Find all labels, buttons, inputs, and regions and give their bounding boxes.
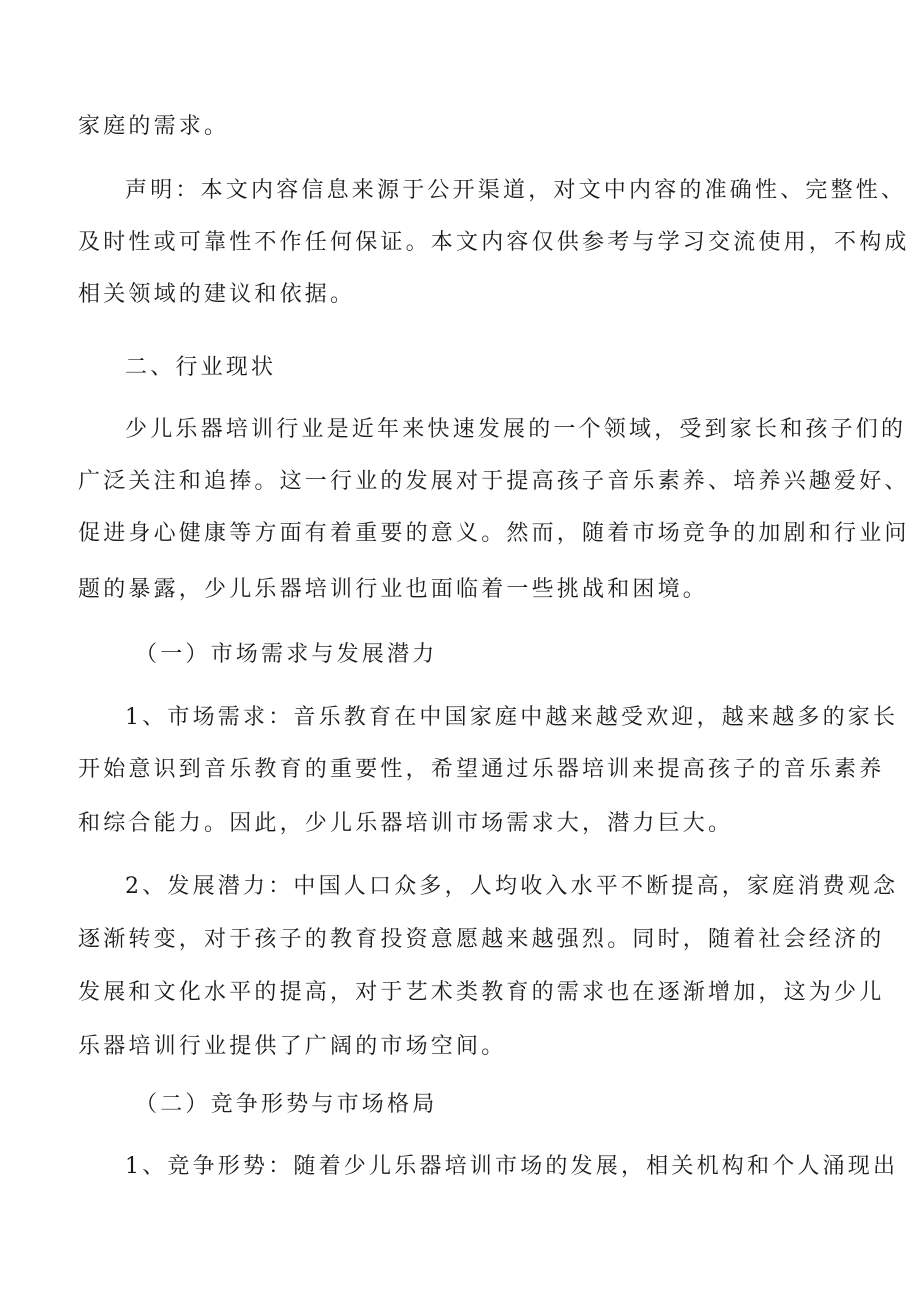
section-heading: 二、行业现状	[125, 355, 277, 380]
paragraph-line: 1、竞争形势：随着少儿乐器培训市场的发展，相关机构和个人涌现出	[125, 1154, 899, 1179]
paragraph-line: 乐器培训行业提供了广阔的市场空间。	[78, 1034, 507, 1059]
paragraph-line: 1、市场需求：音乐教育在中国家庭中越来越受欢迎，越来越多的家长	[125, 705, 899, 730]
paragraph-line: 题的暴露，少儿乐器培训行业也面临着一些挑战和困境。	[78, 577, 709, 602]
disclaimer-line: 声明：本文内容信息来源于公开渠道，对文中内容的准确性、完整性、	[125, 178, 907, 203]
paragraph-line: 促进身心健康等方面有着重要的意义。然而，随着市场竞争的加剧和行业问	[78, 521, 910, 546]
paragraph-line: 少儿乐器培训行业是近年来快速发展的一个领域，受到家长和孩子们的	[125, 417, 907, 442]
paragraph-line: 开始意识到音乐教育的重要性，希望通过乐器培训来提高孩子的音乐素养	[78, 757, 885, 782]
subsection-heading: （二）竞争形势与市场格局	[135, 1092, 438, 1117]
paragraph-line: 2、发展潜力：中国人口众多，人均收入水平不断提高，家庭消费观念	[125, 874, 899, 899]
paragraph-line: 发展和文化水平的提高，对于艺术类教育的需求也在逐渐增加，这为少儿	[78, 980, 885, 1005]
disclaimer-line: 及时性或可靠性不作任何保证。本文内容仅供参考与学习交流使用，不构成	[78, 230, 910, 255]
paragraph-line: 家庭的需求。	[78, 114, 230, 139]
paragraph-line: 广泛关注和追捧。这一行业的发展对于提高孩子音乐素养、培养兴趣爱好、	[78, 469, 910, 494]
paragraph-line: 逐渐转变，对于孩子的教育投资意愿越来越强烈。同时，随着社会经济的	[78, 927, 885, 952]
paragraph-line: 和综合能力。因此，少儿乐器培训市场需求大，潜力巨大。	[78, 811, 734, 836]
disclaimer-line: 相关领域的建议和依据。	[78, 282, 356, 307]
subsection-heading: （一）市场需求与发展潜力	[135, 642, 438, 667]
